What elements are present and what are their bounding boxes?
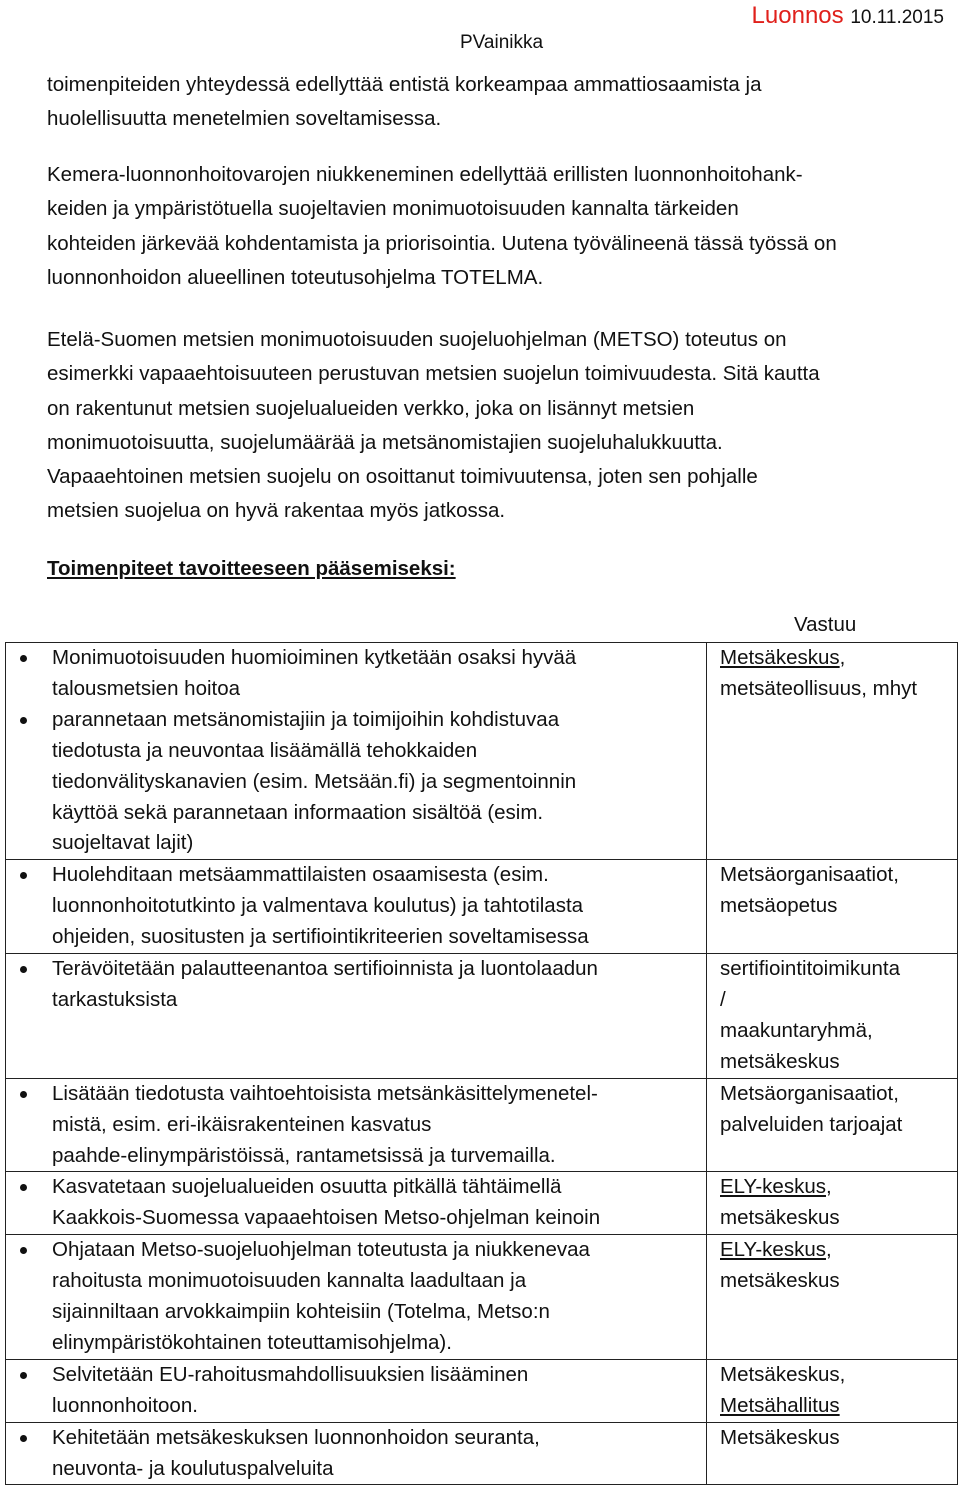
responsible-cell <box>707 860 958 954</box>
paragraph-line: Etelä-Suomen metsien monimuotoisuuden suojeluohjelman (METSO) toteutus on <box>47 328 787 351</box>
action-line: suojeltavat lajit) <box>52 831 194 855</box>
action-line: luonnonhoitotutkinto ja valmentava koulutus) ja tahtotilasta <box>52 894 584 918</box>
actions-cell <box>6 1078 707 1172</box>
action-line: Kaakkois-Suomessa vapaaehtoisen Metso-ohjelman keinoin <box>52 1206 601 1230</box>
paragraph-line: luonnonhoidon alueellinen toteutusohjelma TOTELMA. <box>47 265 544 289</box>
responsible-party: , <box>825 1175 832 1199</box>
paragraph-line: metsien suojelua on hyvä rakentaa myös jatkossa. <box>47 499 506 523</box>
action-item <box>6 705 706 860</box>
bullet-icon <box>15 954 35 984</box>
responsible-party: palveluiden tarjoajat <box>720 1112 903 1136</box>
responsible-party: , <box>825 1238 832 1262</box>
responsible-line <box>720 1110 957 1141</box>
action-line: tiedotusta ja neuvontaa lisäämällä tehokkaiden <box>52 738 478 762</box>
author-name: PVainikka <box>460 32 544 53</box>
table-row <box>6 643 958 860</box>
paragraph-3 <box>47 323 947 529</box>
responsible-party: maakuntaryhmä, <box>720 1018 873 1042</box>
action-line: Terävöitetään palautteenantoa sertifioinnista ja luontolaadun <box>52 957 598 981</box>
responsible-line <box>720 1391 957 1422</box>
responsible-party: metsäkeskus <box>720 1049 840 1073</box>
responsible-party: metsäkeskus <box>720 1269 840 1293</box>
action-line: paahde-elinympäristöissä, rantametsissä ja turvemailla. <box>52 1143 556 1167</box>
paragraph-line: esimerkki vapaaehtoisuuteen perustuvan metsien suojelun toimivuudesta. Sitä kautta <box>47 362 820 386</box>
responsible-line <box>720 1047 957 1078</box>
document-date: 10.11.2015 <box>850 7 944 28</box>
actions-cell <box>6 954 707 1079</box>
paragraph-line: toimenpiteiden yhteydessä edellyttää entistä korkeampaa ammattiosaamista ja <box>47 73 762 96</box>
responsible-line <box>720 891 957 922</box>
table-row <box>6 860 958 954</box>
table-row <box>6 1359 958 1422</box>
action-line: Selvitetään EU-rahoitusmahdollisuuksien lisääminen <box>52 1362 529 1386</box>
action-item <box>6 643 706 705</box>
responsible-line <box>720 1016 957 1047</box>
action-line: ohjeiden, suositusten ja sertifiointikriteerien soveltamisessa <box>52 925 589 949</box>
responsible-party: sertifiointitoimikunta <box>720 957 901 981</box>
paragraph-line: keiden ja ympäristötuella suojeltavien monimuotoisuuden kannalta tärkeiden <box>47 197 739 221</box>
action-line: mistä, esim. eri-ikäisrakenteinen kasvatus <box>52 1112 432 1136</box>
responsible-line <box>720 643 957 674</box>
action-line: neuvonta- ja koulutuspalveluita <box>52 1456 334 1480</box>
table-row <box>6 1422 958 1485</box>
action-line: luonnonhoitoon. <box>52 1393 198 1417</box>
action-item <box>6 1360 706 1422</box>
action-item <box>6 954 706 1016</box>
responsible-party-underlined: Metsäkeskus <box>720 646 840 669</box>
action-item <box>6 1172 706 1234</box>
responsible-party: Metsäkeskus <box>720 1425 840 1449</box>
action-line: rahoitusta monimuotoisuuden kannalta laadultaan ja <box>52 1269 527 1293</box>
bullet-icon <box>15 1235 35 1265</box>
responsible-cell <box>707 1359 958 1422</box>
responsible-line <box>720 1079 957 1110</box>
paragraph-line: Vapaaehtoinen metsien suojelu on osoittanut toimivuutensa, joten sen pohjalle <box>47 465 758 489</box>
action-line: Huolehditaan metsäammattilaisten osaamisesta (esim. <box>52 863 549 887</box>
bullet-icon <box>15 1360 35 1390</box>
responsible-cell <box>707 954 958 1079</box>
action-line: tiedonvälityskanavien (esim. Metsään.fi) ja segmentoinnin <box>52 769 577 793</box>
draft-stamp <box>752 2 944 30</box>
bullet-icon <box>15 860 35 890</box>
bullet-icon <box>15 1423 35 1453</box>
responsible-cell <box>707 643 958 860</box>
responsible-line <box>720 985 957 1016</box>
bullet-icon <box>15 1172 35 1202</box>
bullet-icon <box>15 1079 35 1109</box>
responsible-cell <box>707 1235 958 1360</box>
responsible-party: Metsäorganisaatiot, <box>720 863 899 887</box>
responsible-line <box>720 1172 957 1203</box>
table-row <box>6 1235 958 1360</box>
actions-cell <box>6 860 707 954</box>
responsible-party: metsäkeskus <box>720 1206 840 1230</box>
action-item <box>6 1235 706 1359</box>
responsible-line <box>720 1235 957 1266</box>
responsible-line <box>720 1360 957 1391</box>
responsible-party-underlined: ELY-keskus <box>720 1175 826 1199</box>
actions-cell <box>6 1422 707 1485</box>
responsible-cell <box>707 1078 958 1172</box>
responsible-line <box>720 674 957 705</box>
action-line: tarkastuksista <box>52 987 178 1011</box>
actions-cell <box>6 1359 707 1422</box>
responsible-party: Metsäkeskus, <box>720 1362 846 1386</box>
action-line: Kehitetään metsäkeskuksen luonnonhoidon seuranta, <box>52 1425 540 1449</box>
paragraph-1 <box>47 68 947 137</box>
table-row <box>6 1078 958 1172</box>
paragraph-2 <box>47 158 947 295</box>
action-item <box>6 1079 706 1172</box>
measures-table-wrap <box>5 642 958 1485</box>
responsible-party: / <box>720 987 726 1011</box>
paragraph-line: kohteiden järkevää kohdentamista ja priorisointia. Uutena työvälineenä tässä työssä on <box>47 231 837 255</box>
action-line: Monimuotoisuuden huomioiminen kytketään osaksi hyvää <box>52 646 577 669</box>
action-line: Kasvatetaan suojelualueiden osuutta pitkällä tähtäimellä <box>52 1175 562 1199</box>
responsible-line <box>720 860 957 891</box>
actions-cell <box>6 1172 707 1235</box>
table-row <box>6 954 958 1079</box>
section-heading: Toimenpiteet tavoitteeseen pääsemiseksi: <box>47 557 456 580</box>
action-item <box>6 1423 706 1485</box>
measures-table <box>5 642 958 1485</box>
responsible-party: metsäteollisuus, mhyt <box>720 676 918 700</box>
responsible-party: , <box>839 646 846 669</box>
actions-cell <box>6 1235 707 1360</box>
draft-label: Luonnos <box>751 2 844 29</box>
responsible-line <box>720 954 957 985</box>
action-line: elinympäristökohtainen toteuttamisohjelma). <box>52 1330 452 1354</box>
paragraph-line: Kemera-luonnonhoitovarojen niukkeneminen edellyttää erillisten luonnonhoitohank- <box>47 163 803 186</box>
action-line: Lisätään tiedotusta vaihtoehtoisista metsänkäsittelymenetel- <box>52 1081 598 1105</box>
responsible-line <box>720 1266 957 1297</box>
bullet-icon <box>15 705 35 735</box>
responsible-party: metsäopetus <box>720 894 838 918</box>
responsible-party: Metsäorganisaatiot, <box>720 1081 899 1105</box>
action-line: sijainniltaan arvokkaimpiin kohteisiin (Totelma, Metso:n <box>52 1300 550 1324</box>
action-line: käyttöä sekä parannetaan informaation sisältöä (esim. <box>52 800 544 824</box>
responsible-party-underlined: Metsähallitus <box>720 1393 840 1417</box>
table-row <box>6 1172 958 1235</box>
responsible-cell <box>707 1172 958 1235</box>
paragraph-line: monimuotoisuutta, suojelumäärää ja metsänomistajien suojeluhalukkuutta. <box>47 430 723 454</box>
actions-cell <box>6 643 707 860</box>
action-line: parannetaan metsänomistajiin ja toimijoihin kohdistuvaa <box>52 707 560 731</box>
action-line: talousmetsien hoitoa <box>52 676 241 700</box>
responsible-cell <box>707 1422 958 1485</box>
responsible-party-underlined: ELY-keskus <box>720 1238 826 1262</box>
paragraph-line: huolellisuutta menetelmien soveltamisessa. <box>47 107 442 131</box>
responsible-line <box>720 1203 957 1234</box>
responsibility-header: Vastuu <box>794 613 857 636</box>
bullet-icon <box>15 643 35 673</box>
action-line: Ohjataan Metso-suojeluohjelman toteutusta ja niukkenevaa <box>52 1238 590 1262</box>
action-item <box>6 860 706 953</box>
responsible-line <box>720 1423 957 1454</box>
paragraph-line: on rakentunut metsien suojelualueiden verkko, joka on lisännyt metsien <box>47 396 695 420</box>
